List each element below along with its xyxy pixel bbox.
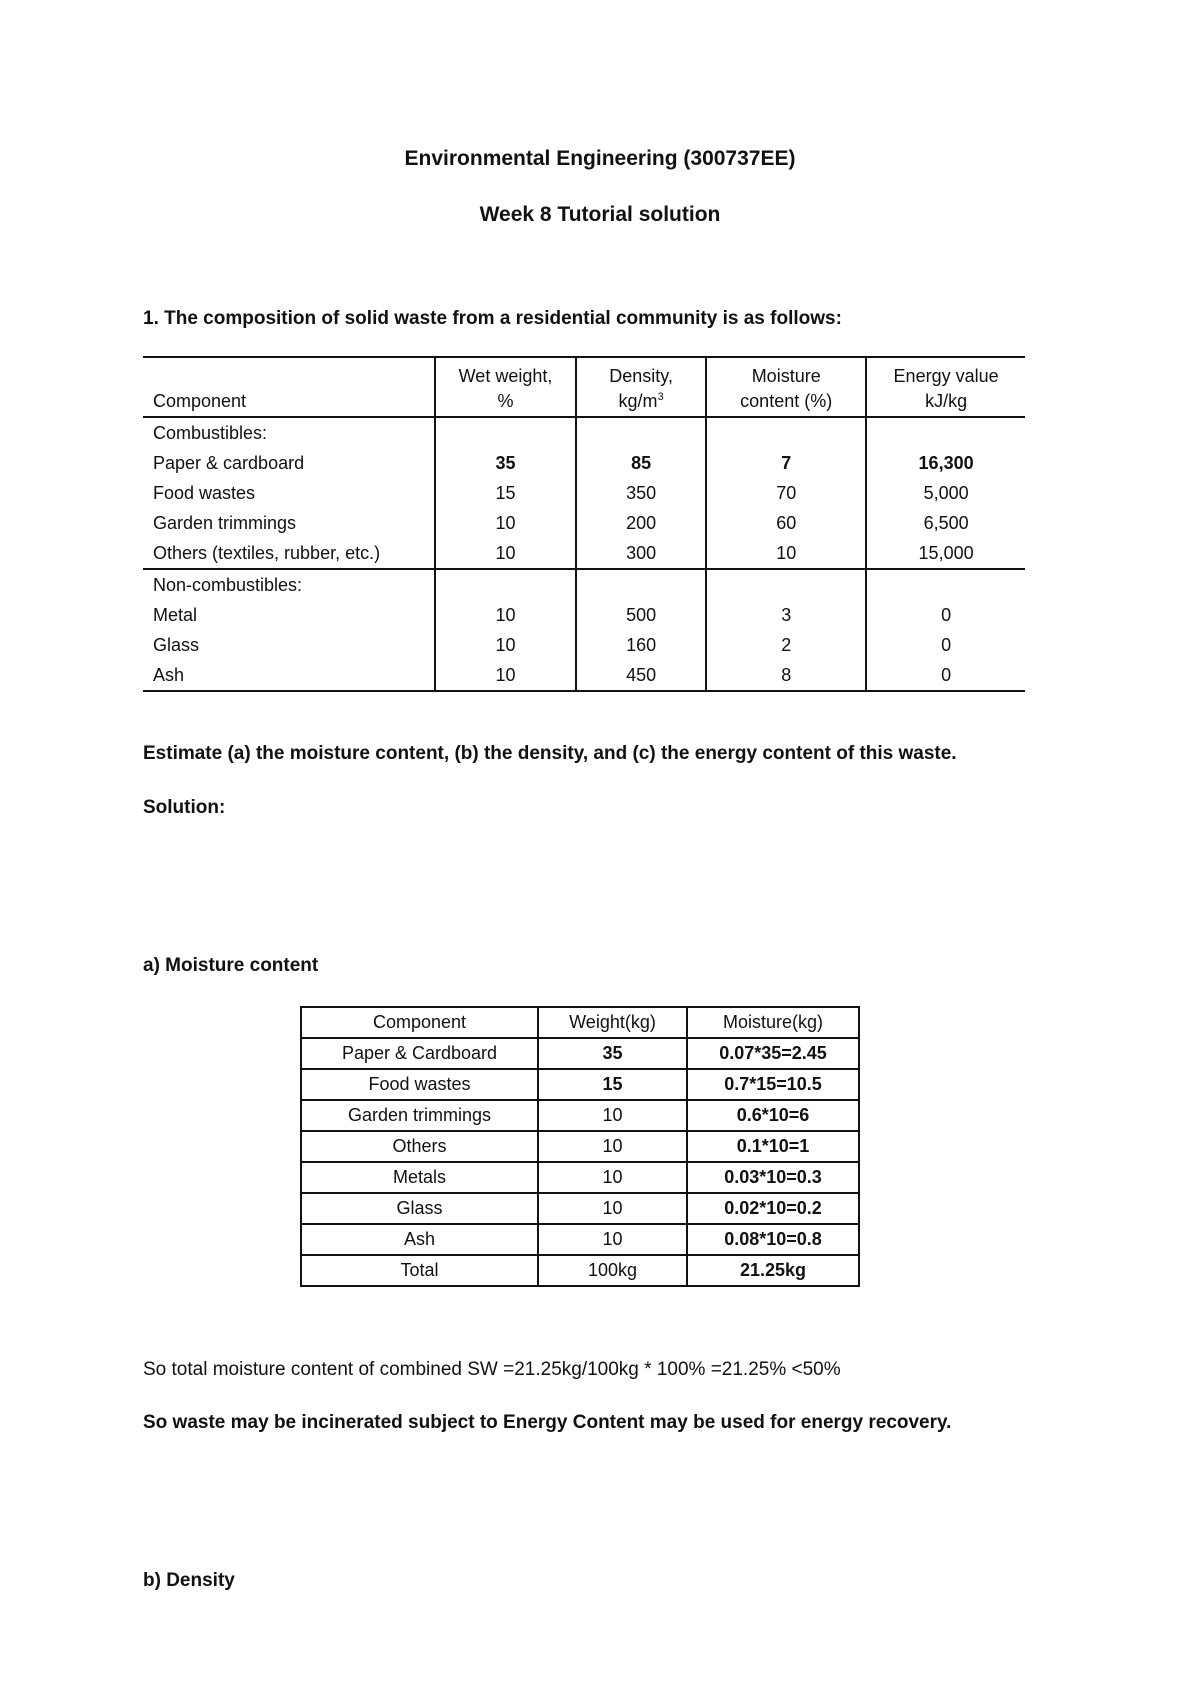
header-moisture: Moisture content (%) bbox=[706, 357, 866, 417]
table-row: Ash 10 0.08*10=0.8 bbox=[301, 1224, 859, 1255]
document-subtitle: Week 8 Tutorial solution bbox=[479, 203, 721, 226]
table-row: Food wastes 15 0.7*15=10.5 bbox=[301, 1069, 859, 1100]
moisture-table bbox=[300, 1006, 860, 1287]
header-density: Density, $kg/m^3$ bbox=[576, 357, 706, 417]
moisture-header-row: Component Weight(kg) Moisture(kg) bbox=[301, 1007, 859, 1038]
header-component: Component bbox=[143, 357, 435, 417]
group-row-combustibles bbox=[143, 417, 1025, 448]
conclusion-line-2: So waste may be incinerated subject to Energy Content may be used for energy recovery. bbox=[143, 1412, 952, 1433]
table-row-total: Total 100kg 21.25kg bbox=[301, 1255, 859, 1286]
table-row: Food wastes 15 350 70 5,000 bbox=[143, 478, 1025, 508]
group-label: Non-combustibles: bbox=[143, 569, 435, 600]
density-heading: b) Density bbox=[143, 1570, 235, 1591]
table-row: Others 10 0.1*10=1 bbox=[301, 1131, 859, 1162]
header-energy: Energy value kJ/kg bbox=[866, 357, 1025, 417]
table-row: Garden trimmings 10 0.6*10=6 bbox=[301, 1100, 859, 1131]
table-row: Garden trimmings 10 200 60 6,500 bbox=[143, 508, 1025, 538]
table-row: Metal 10 500 3 0 bbox=[143, 600, 1025, 630]
composition-table bbox=[143, 356, 1025, 692]
task-text: Estimate (a) the moisture content, (b) the density, and (c) the energy content of this waste. bbox=[143, 743, 957, 764]
group-row-non-combustibles bbox=[143, 569, 1025, 600]
question-text: 1. The composition of solid waste from a residential community is as follows: bbox=[143, 308, 842, 329]
table-row: Paper & Cardboard 35 0.07*35=2.45 bbox=[301, 1038, 859, 1069]
header-wet-weight: Wet weight, % bbox=[435, 357, 576, 417]
document-title: Environmental Engineering (300737EE) bbox=[404, 147, 796, 170]
table-row: Others (textiles, rubber, etc.) 10 300 10 15,000 bbox=[143, 538, 1025, 569]
table-row: Glass 10 160 2 0 bbox=[143, 630, 1025, 660]
table-row: Ash 10 450 8 0 bbox=[143, 660, 1025, 691]
moisture-heading: a) Moisture content bbox=[143, 955, 319, 976]
group-label: Combustibles: bbox=[143, 417, 435, 448]
composition-header-row bbox=[143, 357, 1025, 417]
conclusion-line-1: So total moisture content of combined SW =21.25kg/100kg * 100% =21.25% <50% bbox=[143, 1359, 841, 1380]
table-row: Paper & cardboard 35 85 7 16,300 bbox=[143, 448, 1025, 478]
table-row: Metals 10 0.03*10=0.3 bbox=[301, 1162, 859, 1193]
solution-label: Solution: bbox=[143, 797, 226, 818]
table-row: Glass 10 0.02*10=0.2 bbox=[301, 1193, 859, 1224]
